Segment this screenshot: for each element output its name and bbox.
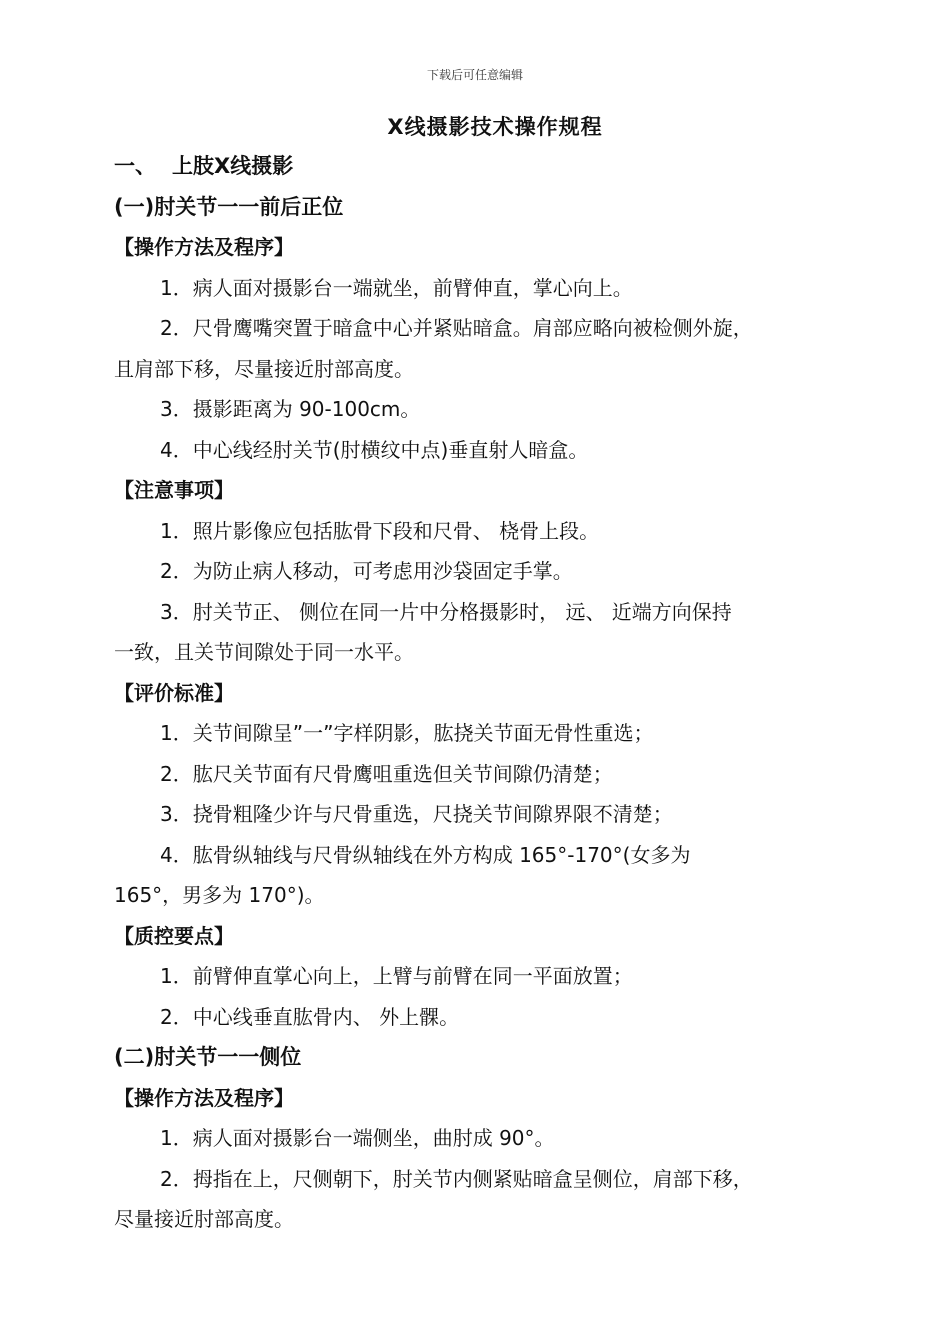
document-title: X线摄影技术操作规程 xyxy=(387,115,603,139)
qc-heading: 【质控要点】 xyxy=(114,923,234,948)
eval-heading: 【评价标准】 xyxy=(114,680,234,705)
method-heading: 【操作方法及程序】 xyxy=(114,1085,294,1110)
method-item-line: 2．尺骨鹰嘴突置于暗盒中心并紧贴暗盒。肩部应略向被检侧外旋， xyxy=(160,316,753,340)
method-item: 3．摄影距离为 90-100cm。 xyxy=(160,397,421,421)
notes-item xyxy=(114,592,844,673)
eval-item xyxy=(114,835,844,916)
section-title: 上肢X线摄影 xyxy=(172,154,294,178)
eval-item-line: 4．肱骨纵轴线与尺骨纵轴线在外方构成 165°-170°(女多为 xyxy=(160,842,691,867)
eval-item: 1．关节间隙呈”一”字样阴影，肱挠关节面无骨性重选； xyxy=(160,721,654,745)
qc-item: 1．前臂伸直掌心向上，上臂与前臂在同一平面放置； xyxy=(160,964,633,988)
subsection-title: (二)肘关节一一侧位 xyxy=(114,1045,302,1069)
section-heading xyxy=(114,146,844,187)
notes-heading: 【注意事项】 xyxy=(114,478,234,502)
notes-item-line: 一致，且关节间隙处于同一水平。 xyxy=(114,640,414,664)
eval-item: 3．挠骨粗隆少许与尺骨重选，尺挠关节间隙界限不清楚； xyxy=(160,802,673,826)
notes-item: 2．为防止病人移动，可考虑用沙袋固定手掌。 xyxy=(160,559,573,583)
method-item: 1．病人面对摄影台一端侧坐，曲肘成 90°。 xyxy=(160,1126,555,1150)
method-item: 1．病人面对摄影台一端就坐，前臂伸直，掌心向上。 xyxy=(160,275,633,300)
section-number: 一、 xyxy=(114,154,156,178)
method-item: 4．中心线经肘关节(肘横纹中点)垂直射人暗盒。 xyxy=(160,437,589,462)
method-item-line: 且肩部下移，尽量接近肘部高度。 xyxy=(114,356,414,381)
method-item xyxy=(114,1159,844,1240)
page-header: 下载后可任意编辑 xyxy=(426,68,523,82)
document-body xyxy=(114,146,844,1240)
eval-item: 2．肱尺关节面有尺骨鹰咀重选但关节间隙仍清楚； xyxy=(160,761,613,786)
notes-item: 1．照片影像应包括肱骨下段和尺骨、 桡骨上段。 xyxy=(160,518,600,543)
method-item xyxy=(114,308,844,389)
method-item-line: 2．拇指在上，尺侧朝下，肘关节内侧紧贴暗盒呈侧位，肩部下移， xyxy=(160,1166,753,1191)
method-heading: 【操作方法及程序】 xyxy=(114,235,294,259)
subsection-title: (一)肘关节一一前后正位 xyxy=(114,194,344,219)
qc-item: 2．中心线垂直肱骨内、 外上髁。 xyxy=(160,1004,460,1029)
notes-item-line: 3．肘关节正、 侧位在同一片中分格摄影时， 远、 近端方向保持 xyxy=(160,599,732,624)
method-item-line: 尽量接近肘部高度。 xyxy=(114,1207,294,1231)
eval-item-line: 165°，男多为 170°)。 xyxy=(114,883,325,907)
